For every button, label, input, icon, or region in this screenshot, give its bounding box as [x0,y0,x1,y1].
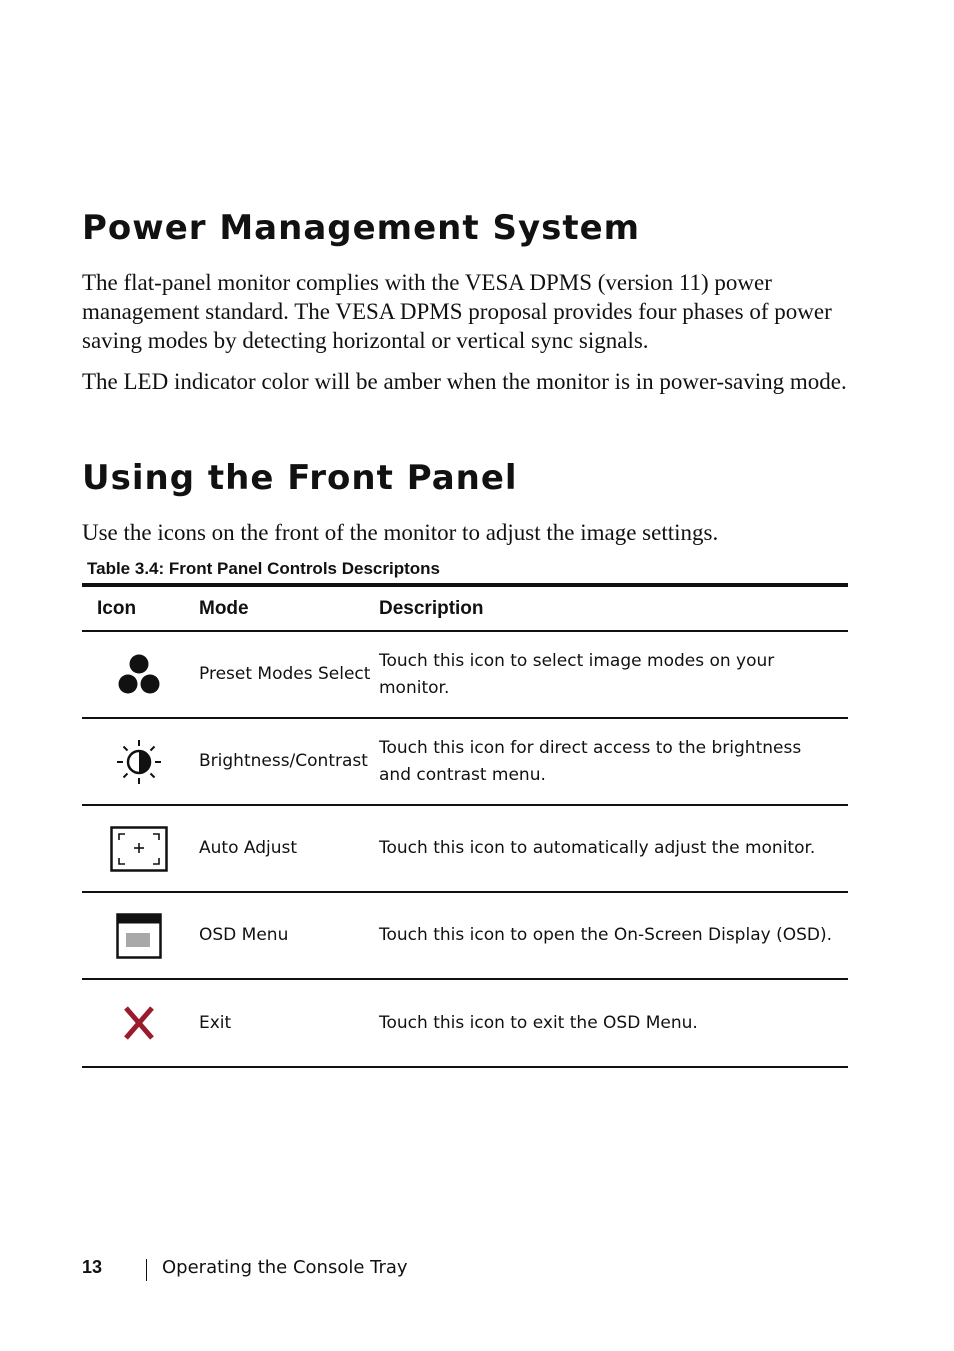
icon-cell [82,805,195,892]
icon-cell [82,892,195,979]
column-header-icon: Icon [82,585,195,631]
table-row [82,718,848,805]
table-row [82,631,848,718]
exit-icon [122,1013,156,1033]
icon-cell [82,979,195,1067]
table-row [82,979,848,1067]
column-header-description: Description [379,585,848,631]
preset-modes-icon [115,665,163,685]
footer-divider [146,1259,147,1281]
table-header-row [82,585,848,631]
section-title-power-management: Power Management System [82,208,641,248]
description-cell: Touch this icon to select image modes on your monitor. [379,631,848,718]
icon-cell [82,631,195,718]
section-title-front-panel: Using the Front Panel [82,458,518,498]
description-cell: Touch this icon to automatically adjust the monitor. [379,805,848,892]
paragraph-front-panel-intro: Use the icons on the front of the monitor to adjust the image settings. [82,520,719,545]
mode-cell: Auto Adjust [195,805,379,892]
paragraph-led-indicator: The LED indicator color will be amber when the monitor is in power-saving mode. [82,369,847,394]
auto-adjust-icon [110,839,168,859]
table-row [82,892,848,979]
mode-cell: Exit [195,979,379,1067]
footer-chapter-title: Operating the Console Tray [162,1257,408,1278]
mode-cell: OSD Menu [195,892,379,979]
paragraph-vesa-dpms: The flat-panel monitor complies with the VESA DPMS (version 11) power management standard. The VESA DPMS proposal provides four phases of power saving modes by detecting horizontal or vertical sync signals. [82,270,832,353]
table-row [82,805,848,892]
description-cell: Touch this icon to exit the OSD Menu. [379,979,848,1067]
mode-cell: Preset Modes Select [195,631,379,718]
osd-menu-icon [116,926,162,946]
column-header-mode: Mode [195,585,379,631]
front-panel-controls-table [82,583,848,1068]
brightness-contrast-icon [115,752,163,772]
description-cell: Touch this icon for direct access to the brightness and contrast menu. [379,718,848,805]
icon-cell [82,718,195,805]
mode-cell: Brightness/Contrast [195,718,379,805]
page-number: 13 [82,1257,103,1277]
table-caption: Table 3.4: Front Panel Controls Descriptons [87,559,440,578]
description-cell: Touch this icon to open the On-Screen Display (OSD). [379,892,848,979]
